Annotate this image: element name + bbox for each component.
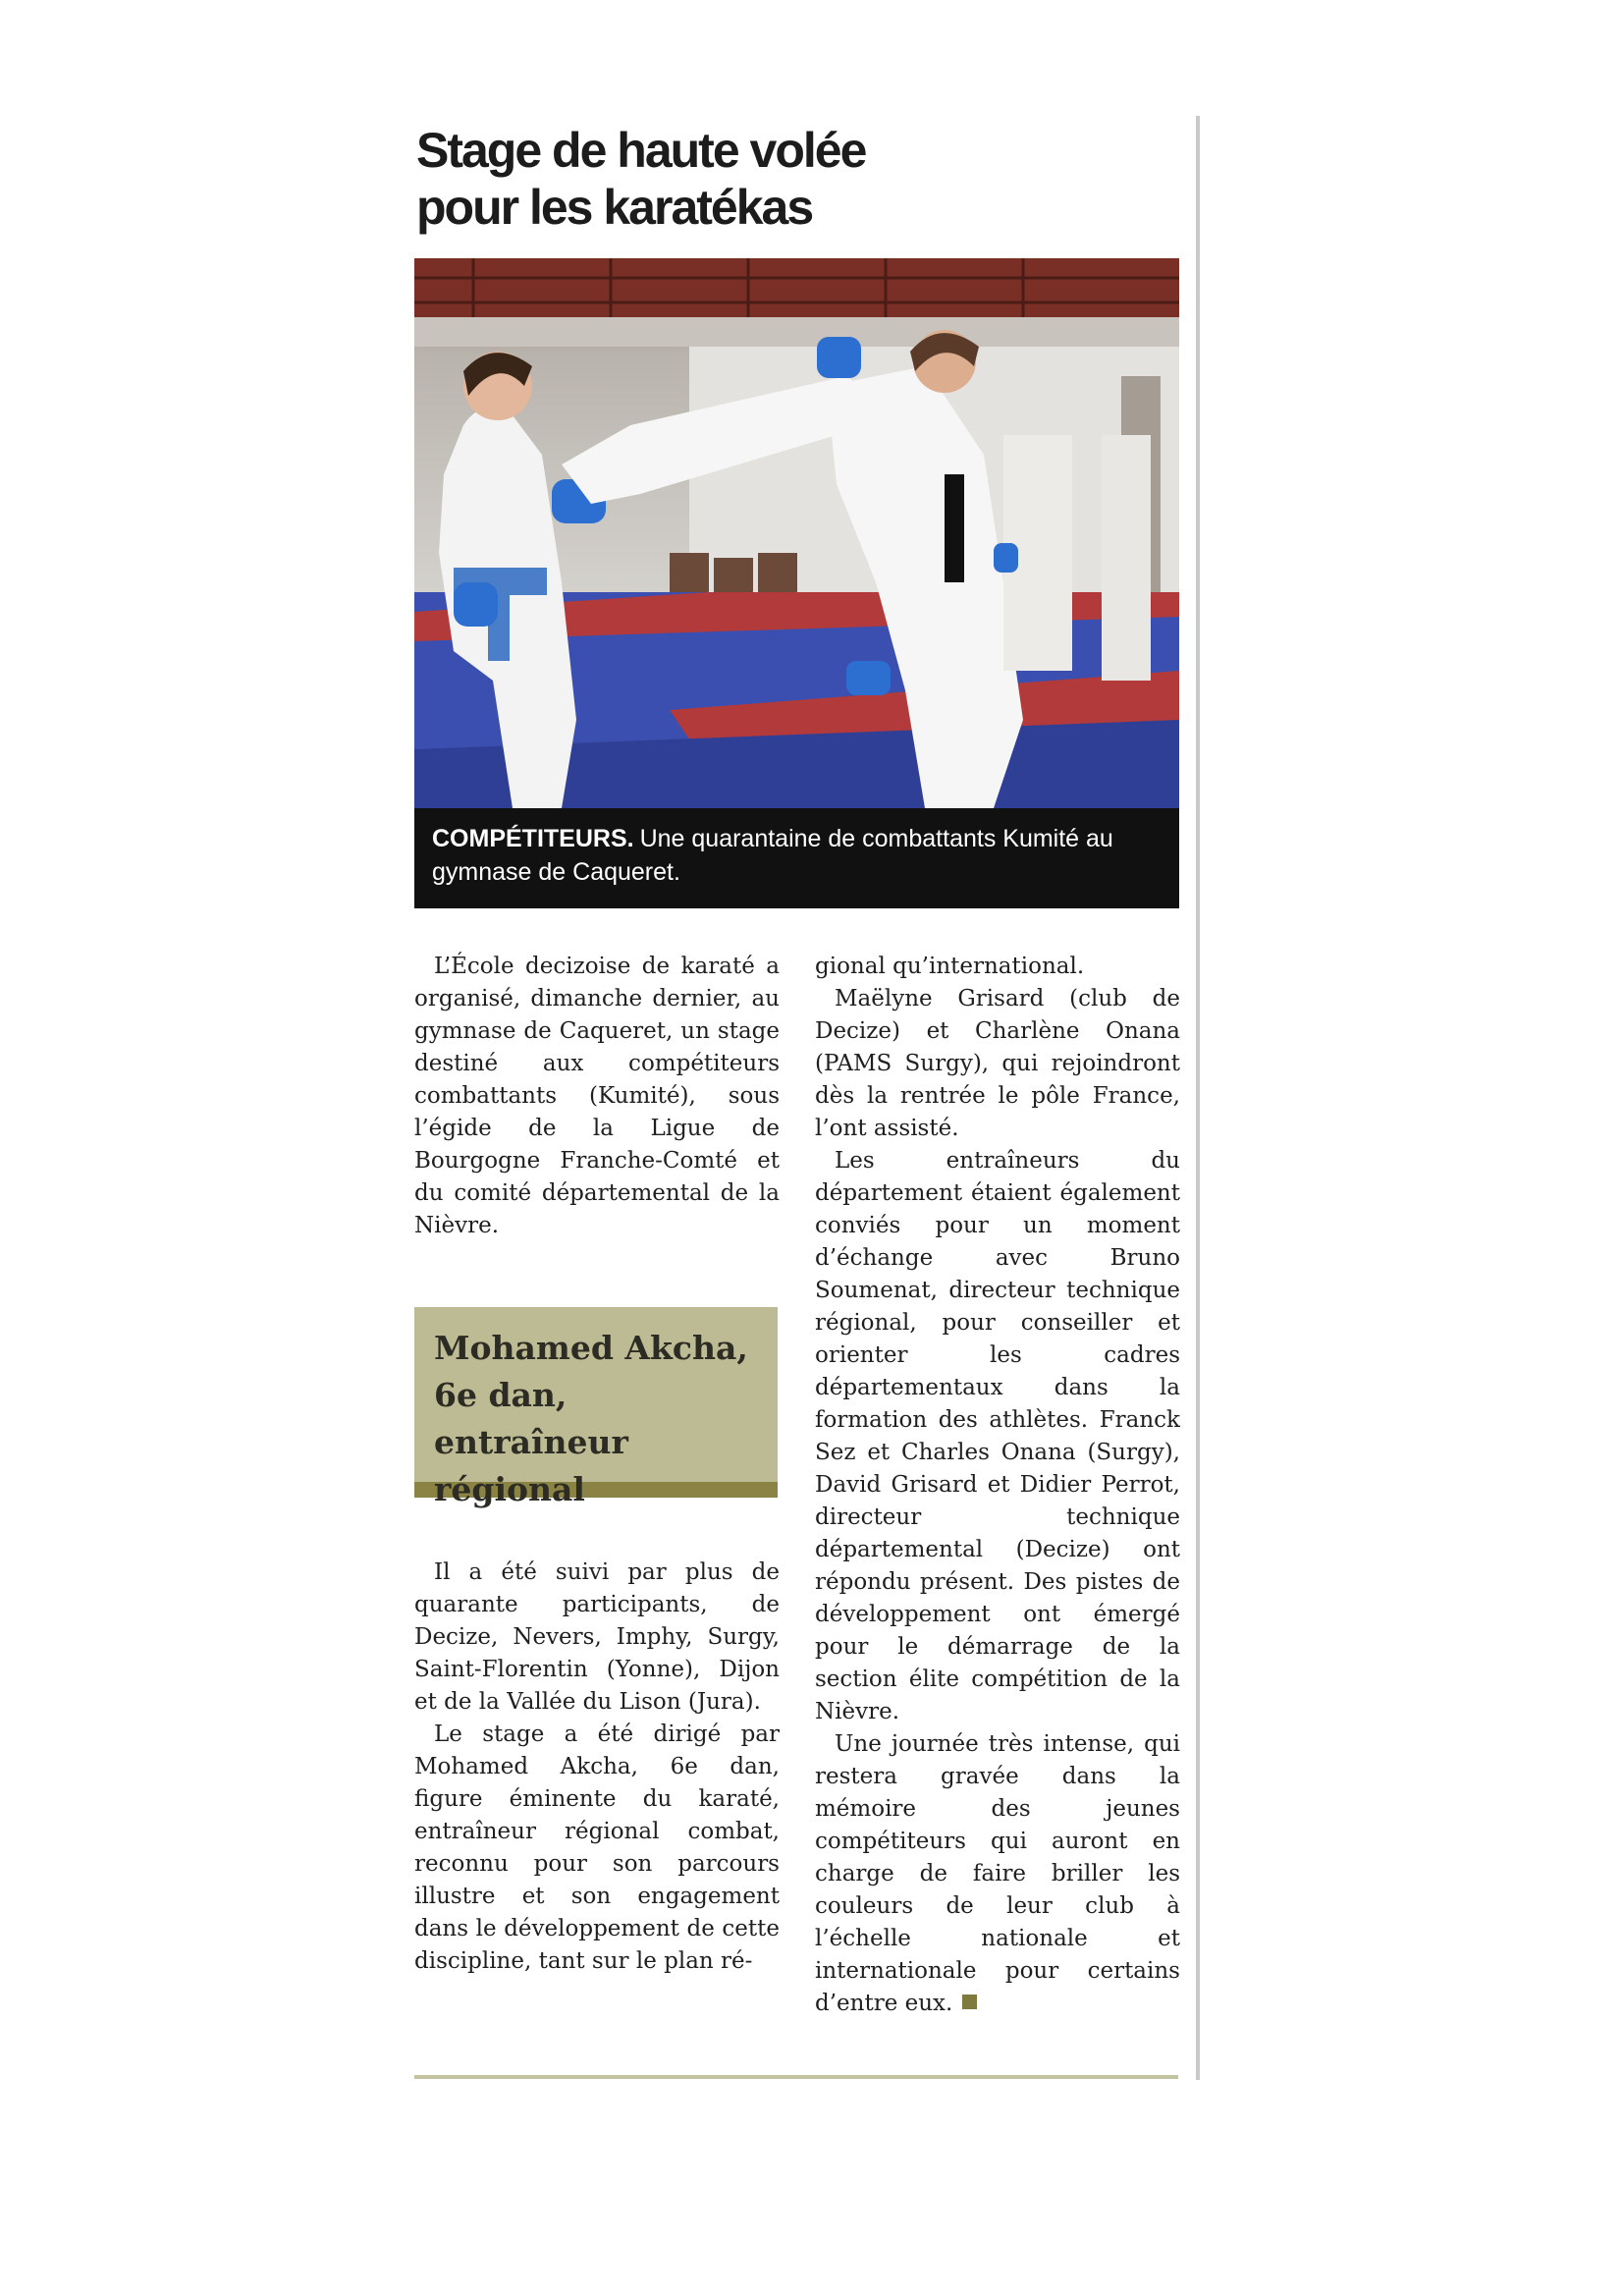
paragraph-continued: gional qu’international. — [815, 954, 1085, 979]
photo-block — [414, 258, 1179, 908]
bottom-rule — [414, 2075, 1178, 2079]
column-2 — [815, 951, 1180, 2020]
pullquote-text: Mohamed Akcha, 6e dan, entraîneur régional — [434, 1329, 748, 1508]
headline-line-1: Stage de haute volée — [416, 123, 866, 178]
photo-caption — [432, 822, 1164, 889]
column-1-top — [414, 951, 780, 1242]
caption-lead: COMPÉTITEURS. — [432, 825, 634, 852]
headline — [416, 122, 1182, 236]
paragraph-assistants: Maëlyne Grisard (club de Decize) et Charlène Onana (PAMS Surgy), qui rejoindront dès la rentrée le pôle France, l’ont assisté. — [815, 986, 1180, 1141]
headline-line-2: pour les karatékas — [416, 180, 813, 235]
caption-text: Une quarantaine de combattants Kumité au gymnase de Caqueret. — [432, 825, 1113, 886]
paragraph-conclusion — [815, 1728, 1180, 2020]
conclusion-text: Une journée très intense, qui restera gravée dans la mémoire des jeunes compétiteurs qui auront en charge de faire briller les couleurs de leur club à l’échelle nationale et internationale pour certains d’entre eux. — [815, 1731, 1180, 2016]
end-mark-icon — [962, 1995, 977, 2009]
paragraph-intro: L’École decizoise de karaté a organisé, dimanche dernier, au gymnase de Caqueret, un stage destiné aux compétiteurs combattants (Kumité), sous l’égide de la Ligue de Bourgogne Franche-Comté et du comité départemental de la Nièvre. — [414, 954, 780, 1238]
paragraph-coaches: Les entraîneurs du département étaient également conviés pour un moment d’échange avec Bruno Soumenat, directeur technique régional, pour conseiller et orienter les cadres départementaux dans la formation des athlètes. Franck Sez et Charles Onana (Surgy), David Grisard et Didier Perrot, directeur technique départemental (Decize) ont répondu présent. Des pistes de développement ont émergé pour le démarrage de la section élite compétition de la Nièvre. — [815, 1148, 1180, 1724]
paragraph-director: Le stage a été dirigé par Mohamed Akcha, 6e dan, figure éminente du karaté, entraîneur régional combat, reconnu pour son parcours illustre et son engagement dans le développement de cette discipline, tant sur le plan ré- — [414, 1722, 780, 1974]
karate-photo — [414, 258, 1179, 808]
pullquote-box — [414, 1307, 778, 1508]
column-rule — [1196, 116, 1200, 2080]
paragraph-participants: Il a été suivi par plus de quarante participants, de Decize, Nevers, Imphy, Surgy, Saint-Florentin (Yonne), Dijon et de la Vallée du Lison (Jura). — [414, 1559, 780, 1715]
column-1-bottom — [414, 1557, 780, 1978]
